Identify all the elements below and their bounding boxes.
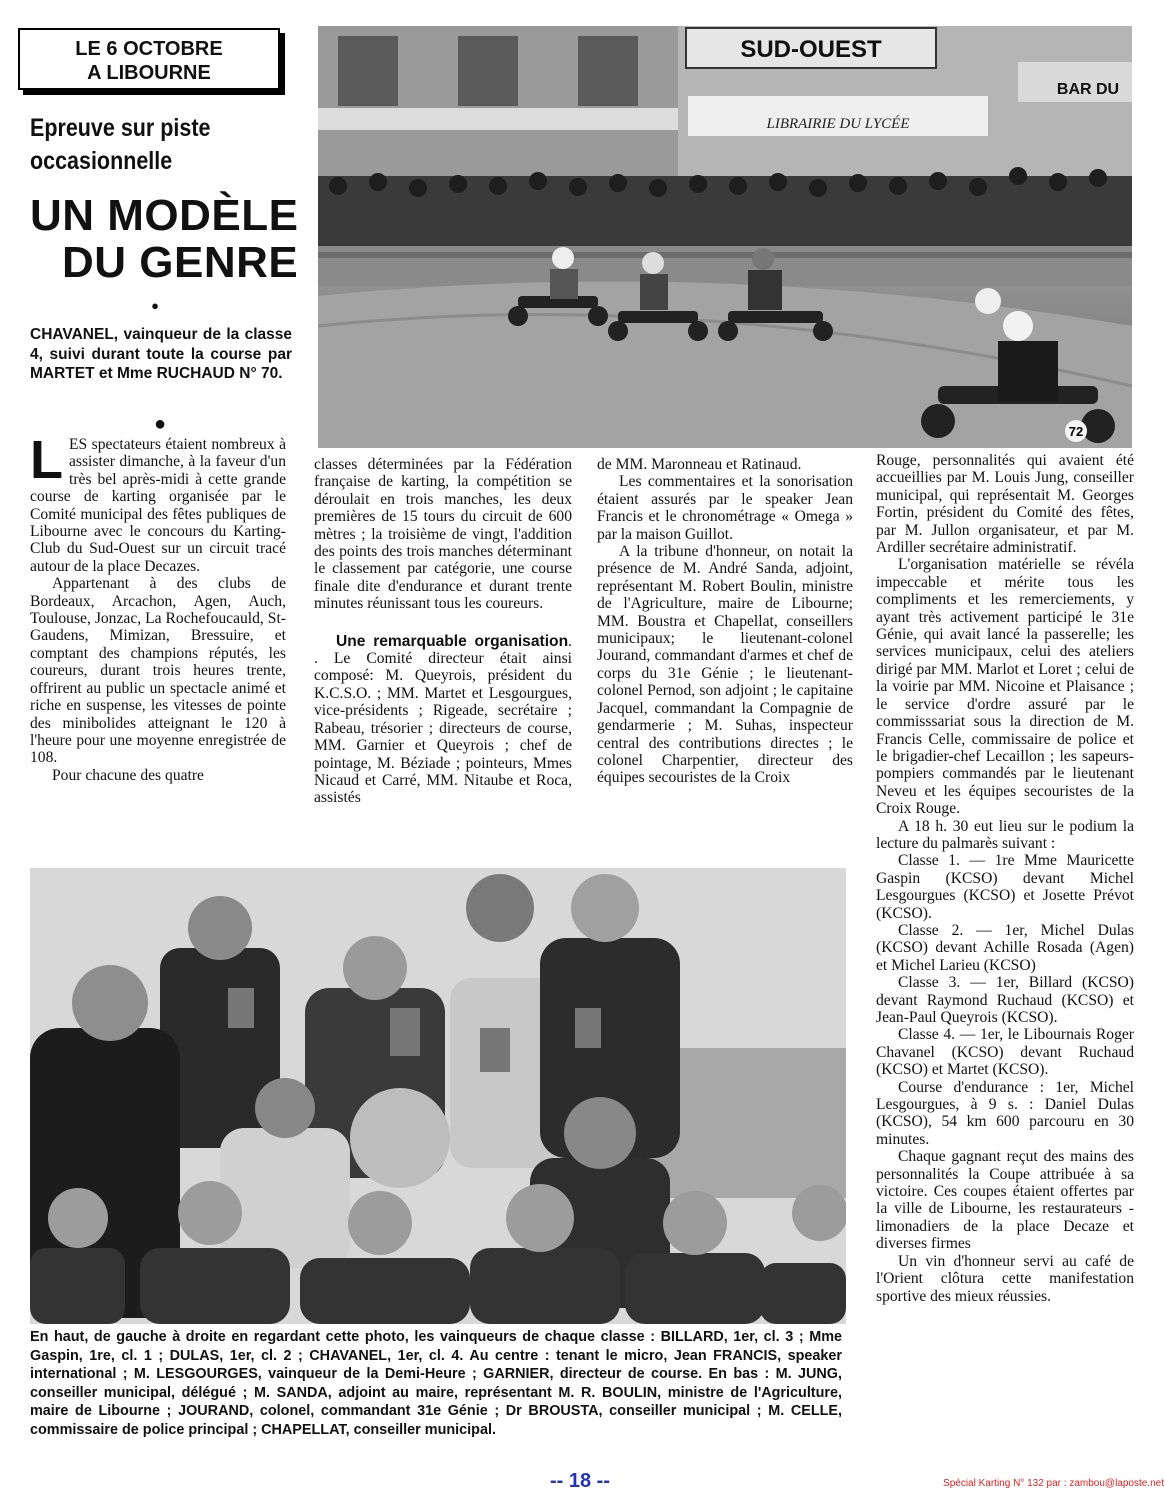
- kart-number: 72: [1068, 424, 1084, 439]
- palmares-entry: Classe 2. — 1er, Michel Dulas (KCSO) devant Achille Rosada (Agen) et Michel Larieu (KCSO): [876, 921, 1134, 974]
- article-paragraph: L'organisation matérielle se révéla impeccable et mérite tous les compliments et les remerciements, y ayant très activement participé le 31e Génie, qui avait lancé la passerelle; les services municipaux, celui des ateliers dirigé par MM. Marlot et Loret ; celui de la voirie par MM. Nicoine et Plaisance ; le service d'ordre assuré par le commisssariat sous la direction de M. Francis Celle, commissaire de police et le brigadier-chef Lecaillon ; les sapeurs-pompiers commandés par le lieutenant Neveu et les équipes secouristes de la Croix Rouge.: [876, 556, 1134, 818]
- article-paragraph: de MM. Maronneau et Ratinaud.: [597, 456, 802, 473]
- article-column-1: [30, 430, 286, 784]
- article-column-2: [314, 456, 572, 807]
- sign-librairie: LIBRAIRIE DU LYCÉE: [766, 116, 910, 132]
- race-photo-graphic: [318, 26, 1132, 448]
- footer-credit: Spécial Karting N° 132 par : zambou@laposte.net: [943, 1478, 1164, 1489]
- page-number: -- 18 --: [550, 1470, 610, 1492]
- article-paragraph: Chaque gagnant reçut des mains des personnalités la Coupe attribuée à sa victoire. Ces coupes étaient offertes par la ville de Libourne, les restaurateurs - limonadiers de la place Decaze et diverses firmes: [876, 1148, 1134, 1253]
- dateline-line1: LE 6 OCTOBRE: [75, 38, 223, 60]
- palmares-entry: Classe 1. — 1re Mme Mauricette Gaspin (KCSO) devant Michel Lesgourgues (KCSO) et Josette Prévot (KCSO).: [876, 852, 1134, 922]
- palmares-entry: Classe 4. — 1er, le Libournais Roger Chavanel (KCSO) devant Ruchaud (KCSO) et Martet (KCSO).: [876, 1026, 1134, 1079]
- article-paragraph: A 18 h. 30 eut lieu sur le podium la lecture du palmarès suivant :: [876, 817, 1134, 852]
- podium-photo: [30, 868, 846, 1324]
- article-paragraph: A la tribune d'honneur, on notait la présence de M. André Sanda, adjoint, représentant M. Robert Boulin, ministre de l'Agriculture, maire de Libourne; MM. Boustra et Chapellat, conseillers municipaux; le lieutenant-colonel Jourand, commandant d'armes et chef de corps du 31e Génie ; le lieutenant-colonel Pernod, son adjoint ; le capitaine Jacquel, commandant la Compagnie de gendarmerie ; M. Suhas, inspecteur central des contributions directes ; le colonel Charpentier, directeur des équipes secouristes de la Croix: [597, 543, 853, 787]
- sign-bar: BAR DU: [1056, 81, 1120, 98]
- article-paragraph: LES spectateurs étaient nombreux à assister dimanche, à la faveur d'un très bel après-midi à cette grande course de karting organisée par le Comité municipal des fêtes publiques de Libourne avec le concours du Karting-Club du Sud-Ouest sur un circuit tracé autour de la place Decazes.: [30, 430, 286, 575]
- article-paragraph: Rouge, personnalités qui avaient été accueillies par M. Louis Jung, conseiller municipal, qui représentait M. Georges Fortin, président du Comité des fêtes, par M. Jullon organisateur, et par M. Ardiller secrétaire administratif.: [876, 452, 1134, 557]
- title-line1: UN MODÈLE: [30, 191, 299, 240]
- lede: CHAVANEL, vainqueur de la classe 4, suivi durant toute la course par MARTET et Mme RUCHAUD N° 70.: [30, 326, 292, 382]
- article-column-3: [597, 456, 853, 787]
- article-paragraph: Les commentaires et la sonorisation étaient assurés par le speaker Jean Francis et le chronométrage « Omega » par la maison Guillot.: [597, 473, 853, 543]
- title-line2: DU GENRE: [62, 238, 299, 287]
- bullet-icon: ●: [153, 413, 167, 435]
- kicker: [30, 112, 254, 178]
- section-heading: Une remarquable organisation: [336, 632, 569, 650]
- dateline-box: [18, 28, 280, 90]
- article-paragraph: Appartenant à des clubs de Bordeaux, Arcachon, Agen, Auch, Toulouse, Jonzac, La Rochefoucauld, St-Gaudens, Mimizan, Bressuire, et comptant des champions réputés, les coureurs, durant trois heures trente, offrirent au public un spectacle animé et riche en suspense, les vitesses de pointe des minibolides atteignant le 120 à l'heure pour une moyenne enregistrée de 108.: [30, 575, 286, 767]
- race-photo: [318, 26, 1132, 448]
- kicker-line2: occasionnelle: [30, 147, 173, 175]
- palmares-entry: Classe 3. — 1er, Billard (KCSO) devant Raymond Ruchaud (KCSO) et Jean-Paul Queyrois (KCSO).: [876, 974, 1134, 1026]
- sign-sud-ouest: SUD-OUEST: [740, 36, 882, 63]
- bullet-icon: ●: [151, 298, 159, 313]
- article-paragraph: Un vin d'honneur servi au café de l'Orient clôtura cette manifestation sportive des mieux réussies.: [876, 1252, 1134, 1305]
- article-paragraph: classes déterminées par la Fédération française de karting, la compétition se déroulait en trois manches, les deux premières de 15 tours du circuit de 600 mètres ; la troisième de vingt, l'addition des points des trois manches déterminant le classement par catégorie, une course finale dite d'endurance et durant trente minutes réunissant tous les coureurs.: [314, 456, 572, 613]
- palmares-entry: Course d'endurance : 1er, Michel Lesgourgues, à 9 s. : Daniel Dulas (KCSO), 54 km 600 parcouru en 30 minutes.: [876, 1078, 1134, 1148]
- dropcap: L: [30, 430, 63, 490]
- podium-photo-graphic: [30, 868, 846, 1324]
- page-title: [30, 192, 300, 286]
- article-column-4: [876, 452, 1134, 1305]
- kicker-line1: Epreuve sur piste: [30, 114, 211, 142]
- article-paragraph: Pour chacune des quatre: [52, 766, 204, 784]
- photo-caption: En haut, de gauche à droite en regardant cette photo, les vainqueurs de chaque classe : BILLARD, 1er, cl. 3 ; Mme Gaspin, 1re, cl. 1 ; DULAS, 1er, cl. 2 ; CHAVANEL, 1er, cl. 4. Au centre : tenant le micro, Jean FRANCIS, speaker international ; M. LESGOURGES, vainqueur de la Demi-Heure ; GARNIER, directeur de course. En bas : M. JUNG, conseiller municipal, délégué ; M. SANDA, adjoint au maire, représentant M. R. BOULIN, ministre de l'Agriculture, maire de Libourne ; JOURAND, colonel, commandant 31e Génie ; Dr BROUSTA, conseiller municipal ; M. CELLE, commissaire de police principal ; CHAPELLAT, conseiller municipal.: [30, 1329, 842, 1438]
- article-paragraph: Une remarquable organisation. . Le Comité directeur était ainsi composé: M. Queyrois, président du K.C.S.O. ; MM. Martet et Lesgourgues, vice-présidents ; Rigeade, secrétaire ; Rabeau, trésorier ; directeurs de course, MM. Garnier et Queyrois ; chef de pointage, M. Béziade ; pointeurs, Mmes Nicaud et Carré, MM. Nitaube et Roca, assistés: [314, 632, 572, 807]
- dateline-line2: A LIBOURNE: [87, 62, 211, 84]
